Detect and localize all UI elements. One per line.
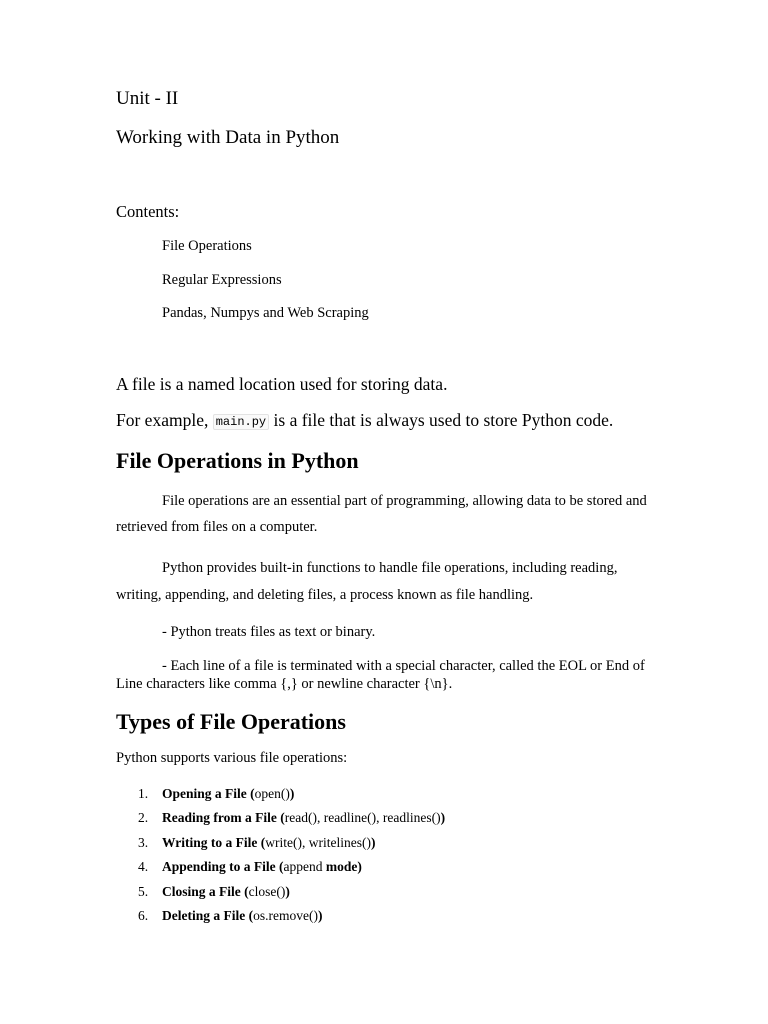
paragraph-text: - Python treats files as text or binary. bbox=[162, 624, 376, 640]
intro-example-prefix: For example, bbox=[116, 410, 209, 430]
list-item-text bbox=[162, 808, 445, 828]
list-number: 5. bbox=[138, 883, 149, 899]
list-item-plain: close() bbox=[248, 883, 286, 899]
list-item-plain: append bbox=[283, 859, 323, 875]
list-item-close: ) bbox=[317, 907, 323, 923]
paragraph bbox=[116, 657, 656, 693]
contents-item: Regular Expressions bbox=[162, 272, 282, 288]
list-item-bold: Writing to a File ( bbox=[162, 834, 266, 850]
list-item-bold: Appending to a File ( bbox=[162, 859, 284, 875]
intro-example-suffix: is a file that is always used to store Python code. bbox=[273, 410, 614, 430]
intro-example bbox=[116, 410, 613, 431]
list-item-plain: write(), writelines() bbox=[265, 834, 371, 850]
paragraph-text: - Each line of a file is terminated with a special character, called the EOL or End of Line characters like comma {,} or newline character {\n}. bbox=[116, 658, 645, 692]
list-item-bold: Deleting a File ( bbox=[162, 907, 254, 923]
contents-item: Pandas, Numpys and Web Scraping bbox=[162, 305, 369, 321]
paragraph bbox=[116, 623, 656, 641]
list-item-close: ) bbox=[289, 786, 295, 801]
list-item-bold: Reading from a File ( bbox=[162, 810, 285, 826]
list-item-text bbox=[162, 882, 290, 902]
section-heading-file-operations: File Operations in Python bbox=[116, 448, 359, 473]
list-number: 4. bbox=[138, 859, 149, 875]
contents-label: Contents: bbox=[116, 202, 180, 221]
section-intro: Python supports various file operations: bbox=[116, 750, 348, 766]
unit-subtitle: Working with Data in Python bbox=[116, 127, 340, 148]
list-item-text bbox=[162, 906, 322, 926]
list-item-close: ) bbox=[440, 810, 446, 826]
contents-item: File Operations bbox=[162, 238, 252, 254]
list-item-text bbox=[162, 833, 375, 853]
intro-definition: A file is a named location used for storing data. bbox=[116, 374, 448, 394]
list-item-bold: Closing a File ( bbox=[162, 883, 249, 899]
list-item-close: ) bbox=[370, 834, 376, 850]
list-number: 6. bbox=[138, 907, 149, 923]
section-heading-types: Types of File Operations bbox=[116, 709, 346, 734]
inline-code: main.py bbox=[213, 414, 269, 430]
list-number: 3. bbox=[138, 834, 149, 850]
paragraph-text: File operations are an essential part of programming, allowing data to be stored and retrieved from files on a computer. bbox=[116, 493, 647, 535]
list-number: 1. bbox=[138, 786, 149, 801]
list-item-text bbox=[162, 857, 362, 877]
list-item-close: mode) bbox=[322, 859, 362, 875]
paragraph bbox=[116, 488, 656, 540]
unit-title: Unit - II bbox=[116, 88, 179, 109]
list-item-text bbox=[162, 784, 294, 804]
paragraph-text: Python provides built-in functions to handle file operations, including reading, writing, appending, and deleting files, a process known as file handling. bbox=[116, 560, 618, 603]
list-item-close: ) bbox=[285, 883, 290, 899]
list-item-bold: Opening a File ( bbox=[162, 786, 255, 801]
list-item-plain: open() bbox=[254, 786, 290, 801]
paragraph bbox=[116, 555, 656, 609]
list-number: 2. bbox=[138, 810, 149, 826]
list-item-plain: os.remove() bbox=[253, 907, 318, 923]
list-item-plain: read(), readline(), readlines() bbox=[284, 810, 441, 826]
